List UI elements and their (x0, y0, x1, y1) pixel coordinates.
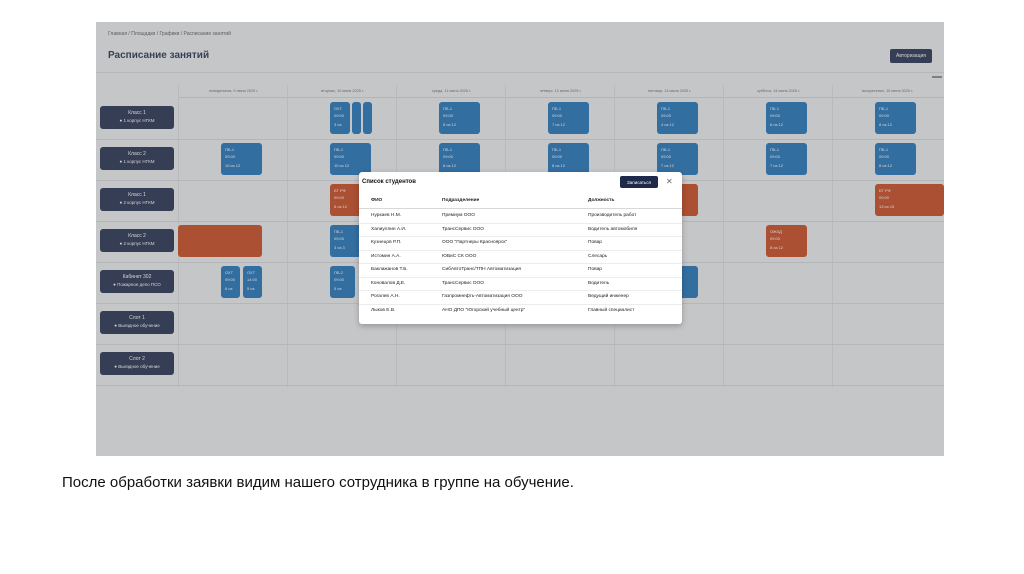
pin-icon: ● (119, 159, 123, 164)
event-card[interactable]: ПБ-1 09:00 10 из 12 (330, 143, 371, 175)
pin-icon: ● (119, 200, 123, 205)
day-header: среда, 11 июня 2025 г. (396, 85, 506, 97)
day-header: суббота, 14 июня 2025 г. (723, 85, 833, 97)
event-card[interactable]: ПБ-1 09:00 7 из 12 (766, 143, 807, 175)
table-row: Рогалев А.Н. Газпромнефть-Автоматизация ООО Ведущий инженер (359, 290, 682, 305)
day-header: вторник, 10 июня 2025 г. (287, 85, 397, 97)
close-icon[interactable]: ✕ (666, 177, 673, 186)
event-card[interactable]: ПБ-1 09:00 7 из 12 (657, 143, 698, 175)
room-location: ● Выездное обучение (114, 364, 160, 369)
event-card[interactable]: ОХТ 09:00 3 из (330, 102, 350, 134)
room-location: ● Пожарное депо ПСО (113, 282, 161, 287)
room-name: Класс 2 (128, 151, 146, 157)
students-modal (359, 172, 682, 324)
column-header-name: ФИО (371, 198, 383, 203)
event-card[interactable]: БТ РФ 09:00 13 из 15 (875, 184, 944, 216)
students-table-header (359, 194, 682, 209)
breadcrumb[interactable]: Главная / Площадки / Графики / Расписание занятий (108, 31, 231, 37)
room-name: Кабинет 302 (122, 274, 152, 280)
room-location: ● 2 корпус НГКМ (119, 241, 155, 246)
table-row: Баклажанов Т.Б. СибАвтоТранс/ТПН Автоматизация Повар (359, 263, 682, 278)
event-card[interactable]: ПБ-2 09:00 5 из (330, 266, 355, 298)
column-header-dept: Подразделение (442, 198, 480, 203)
table-row: Кузнецов Р.П. ООО "Партнеры Красноярск" Повар (359, 236, 682, 251)
room-name: Слот 2 (129, 356, 145, 362)
column-header-position: Должность (588, 198, 615, 203)
pin-icon: ● (113, 282, 116, 287)
schedule-page (96, 22, 944, 456)
table-row: Лыков Е.В. АНО ДПО "Югорский учебный центр" Главный специалист (371, 307, 635, 313)
room-location: ● 1 корпус НГКМ (119, 118, 155, 123)
day-header: пятница, 13 июня 2025 г. (614, 85, 724, 97)
room-name: Слот 1 (129, 315, 145, 321)
modal-title: Список студентов (362, 179, 416, 185)
room-name: Класс 2 (128, 233, 146, 239)
pin-icon: ● (119, 241, 123, 246)
event-card[interactable]: ПБ-1 09:00 7 из 12 (548, 102, 589, 134)
table-row: Нуркаев Н.М. Премиум ООО Производитель работ (359, 209, 682, 224)
event-card[interactable]: ПБ-1 09:00 8 из 12 (439, 143, 480, 175)
day-header: понедельник, 9 июня 2025 г. (178, 85, 288, 97)
event-card[interactable]: ПБ-1 09:00 8 из 12 (548, 143, 589, 175)
day-header: воскресенье, 15 июня 2025 г. (832, 85, 942, 97)
room-name: Класс 1 (128, 192, 146, 198)
event-card[interactable]: БТ РФ 09:00 6 из 12 (330, 184, 371, 216)
event-card[interactable]: ПБ-1 09:00 3 из 3 (330, 225, 371, 257)
event-card[interactable]: ПБ-1 09:00 8 из 12 (439, 102, 480, 134)
table-row: Истомин А.А. ЮВиС СК ООО Слесарь (359, 250, 682, 265)
room-name: Класс 1 (128, 110, 146, 116)
screenshot-frame (96, 22, 944, 456)
page-title: Расписание занятий (108, 50, 210, 61)
event-card[interactable]: ПБ-1 09:00 8 из 12 (875, 143, 916, 175)
room-location: ● 1 корпус НГКМ (119, 159, 155, 164)
slide-caption: После обработки заявки видим нашего сотрудника в группе на обучение. (62, 474, 574, 491)
auth-button[interactable]: Авторизация (890, 49, 932, 63)
pin-icon: ● (114, 323, 117, 328)
event-card[interactable]: ОХТ 14:00 5 из (243, 266, 262, 298)
enroll-button[interactable]: Записаться (620, 176, 658, 188)
pin-icon: ● (114, 364, 117, 369)
pin-icon: ● (119, 118, 123, 123)
table-row: Коновалов Д.Е. ТрансСервис ООО Водитель (359, 277, 682, 292)
event-card[interactable]: ПБ-1 09:00 6 из 12 (766, 102, 807, 134)
event-card[interactable]: ОЖЗД 09:00 8 из 12 (766, 225, 807, 257)
day-header: четверг, 12 июня 2025 г. (505, 85, 615, 97)
event-card[interactable]: ПБ-1 09:00 8 из 12 (875, 102, 916, 134)
event-card[interactable]: ОХТ 09:00 6 из (221, 266, 240, 298)
room-location: ● Выездное обучение (114, 323, 160, 328)
table-row: Халиуллин А.И. ТрансСервис ООО Водитель автомобиля (359, 223, 682, 238)
event-card[interactable]: ПБ-1 09:00 4 из 12 (657, 102, 698, 134)
room-location: ● 2 корпус НГКМ (119, 200, 155, 205)
event-card[interactable]: ПБ-1 09:00 10 из 12 (221, 143, 262, 175)
